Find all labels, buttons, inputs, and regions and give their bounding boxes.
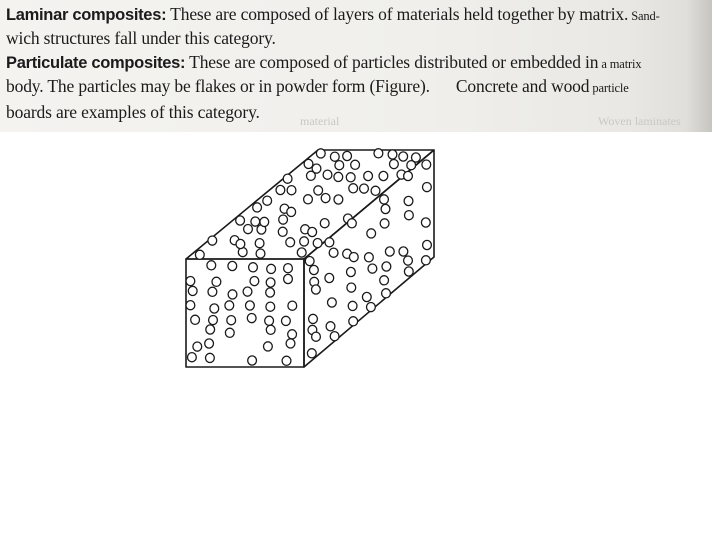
top-face-particle [390, 160, 399, 169]
top-face-particle [297, 248, 306, 257]
right-face-particle [382, 262, 391, 271]
top-face-particle [349, 184, 358, 193]
right-face-particle [325, 238, 334, 247]
front-face-particle [267, 264, 276, 273]
right-face-particle [404, 256, 413, 265]
front-face-particle [206, 325, 215, 334]
top-face-particle [314, 186, 323, 195]
top-face-particle [346, 173, 355, 182]
top-face-particle [263, 196, 272, 205]
front-face-particle [191, 315, 200, 324]
front-face-particle [282, 316, 291, 325]
top-face-particle [304, 159, 313, 168]
front-face-particle [249, 263, 258, 272]
front-face-particle [286, 339, 295, 348]
top-face-particle [286, 238, 295, 247]
scan-page-edge [686, 0, 712, 132]
front-face-particle [227, 316, 236, 325]
front-face-particle [228, 290, 237, 299]
right-face-particle [349, 317, 358, 326]
front-face-particle [266, 302, 275, 311]
top-face-particle [371, 186, 380, 195]
right-face-particle [310, 265, 319, 274]
top-face-particle [283, 174, 292, 183]
top-face-particle [399, 152, 408, 161]
front-face-particle [266, 278, 275, 287]
right-face-particle [347, 283, 356, 292]
right-face-particle [421, 218, 430, 227]
bleed-through-text-2: Woven laminates [598, 114, 681, 128]
front-face-particle [228, 261, 237, 270]
front-face-particle [282, 356, 291, 365]
front-face-particle [266, 288, 275, 297]
top-face-particle [255, 239, 264, 248]
top-face-particle [412, 153, 421, 162]
top-face-particle [360, 184, 369, 193]
particulate-composite-figure [150, 132, 450, 372]
particles [186, 149, 431, 366]
top-face-particle [244, 225, 253, 234]
right-face-particle [385, 247, 394, 256]
top-face-particle [260, 217, 269, 226]
top-face-particle [334, 195, 343, 204]
laminar-line-2: wich structures fall under this category. [6, 28, 276, 48]
top-face-particle [320, 219, 329, 228]
top-face-particle [304, 195, 313, 204]
front-face-particle [225, 328, 234, 337]
right-face-particle [405, 211, 414, 220]
front-face-particle [265, 316, 274, 325]
front-face-particle [186, 301, 195, 310]
top-face-particle [276, 185, 285, 194]
right-face-particle [312, 332, 321, 341]
front-face-particle [247, 314, 256, 323]
front-face-particle [225, 301, 234, 310]
right-face-particle [349, 253, 358, 262]
right-face-particle [312, 285, 321, 294]
top-face-particle [343, 151, 352, 160]
front-face-particle [284, 274, 293, 283]
front-face-particle [246, 301, 255, 310]
right-face-particle [326, 322, 335, 331]
right-face-particle [367, 229, 376, 238]
right-face-particle [325, 273, 334, 282]
right-face-particle [423, 183, 432, 192]
front-face-particle [205, 339, 214, 348]
top-face-particle [364, 171, 373, 180]
right-face-particle [348, 301, 357, 310]
right-face-particle [365, 253, 374, 262]
top-face-particle [256, 249, 265, 258]
right-face-particle [330, 332, 339, 341]
front-face-particle [209, 316, 218, 325]
right-face-particle [348, 219, 357, 228]
front-face-particle [188, 286, 197, 295]
right-face-particle [399, 247, 408, 256]
right-face-particle [307, 349, 316, 358]
top-face-particle [351, 160, 360, 169]
right-face-particle [382, 289, 391, 298]
right-face-particle [368, 264, 377, 273]
top-face-particle [335, 161, 344, 170]
front-face-particle [264, 342, 273, 351]
top-face-particle [278, 227, 287, 236]
right-face-particle [423, 240, 432, 249]
particulate-line-3: boards are examples of this category. [6, 102, 260, 122]
top-face-particle [313, 239, 322, 248]
bleed-through-text-1: material [300, 114, 340, 128]
right-face-particle [305, 257, 314, 266]
particulate-line-1: Particulate composites: These are composed of particles distributed or embedded in a matrix [6, 52, 642, 72]
right-face-particle [329, 248, 338, 257]
top-face-particle [308, 227, 317, 236]
top-face-particle [374, 149, 383, 158]
scanned-text-region [0, 0, 712, 132]
front-face-particle [212, 277, 221, 286]
right-face-particle [380, 195, 389, 204]
laminar-term: Laminar composites: [6, 6, 167, 24]
front-face-particle [207, 261, 216, 270]
right-face-particle [309, 314, 318, 323]
right-face-particle [404, 171, 413, 180]
right-face-particle [328, 298, 337, 307]
particulate-term: Particulate composites: [6, 54, 186, 72]
front-face-particle [288, 330, 297, 339]
top-face-particle [379, 171, 388, 180]
top-face-particle [195, 250, 204, 259]
top-face-particle [253, 203, 262, 212]
top-face-particle [287, 186, 296, 195]
right-face-particle [362, 292, 371, 301]
front-face-particle [193, 342, 202, 351]
front-face-particle [206, 353, 215, 362]
right-face-particle [347, 267, 356, 276]
top-face-particle [236, 216, 245, 225]
front-face-particle [186, 277, 195, 286]
right-face-particle [380, 219, 389, 228]
right-face-particle [422, 160, 431, 169]
right-face-particle [422, 256, 431, 265]
top-face-particle [388, 150, 397, 159]
top-face-particle [300, 237, 309, 246]
front-face-particle [210, 304, 219, 313]
top-face-particle [330, 152, 339, 161]
front-face-particle [208, 287, 217, 296]
top-face-particle [236, 239, 245, 248]
top-face-particle [251, 217, 260, 226]
right-face-particle [380, 276, 389, 285]
right-face-particle [404, 196, 413, 205]
front-face-particle [188, 353, 197, 362]
top-face-particle [334, 172, 343, 181]
particulate-line-2: body. The particles may be flakes or in powder form (Figure). Concrete and wood particle [6, 76, 629, 96]
laminar-line-1: Laminar composites: These are composed of layers of materials held together by matrix. Sand- [6, 4, 660, 24]
front-face-particle [266, 325, 275, 334]
top-face-particle [323, 170, 332, 179]
top-face-particle [287, 207, 296, 216]
right-face-particle [367, 303, 376, 312]
right-face-particle [404, 267, 413, 276]
top-face-particle [312, 164, 321, 173]
top-face-particle [279, 215, 288, 224]
front-face-particle [248, 356, 257, 365]
top-face-particle [316, 149, 325, 158]
front-face-particle [288, 301, 297, 310]
front-face-particle [250, 277, 259, 286]
top-face-particle [321, 194, 330, 203]
front-face-particle [243, 287, 252, 296]
right-face-particle [381, 204, 390, 213]
front-face-particle [284, 264, 293, 273]
top-face-particle [208, 236, 217, 245]
